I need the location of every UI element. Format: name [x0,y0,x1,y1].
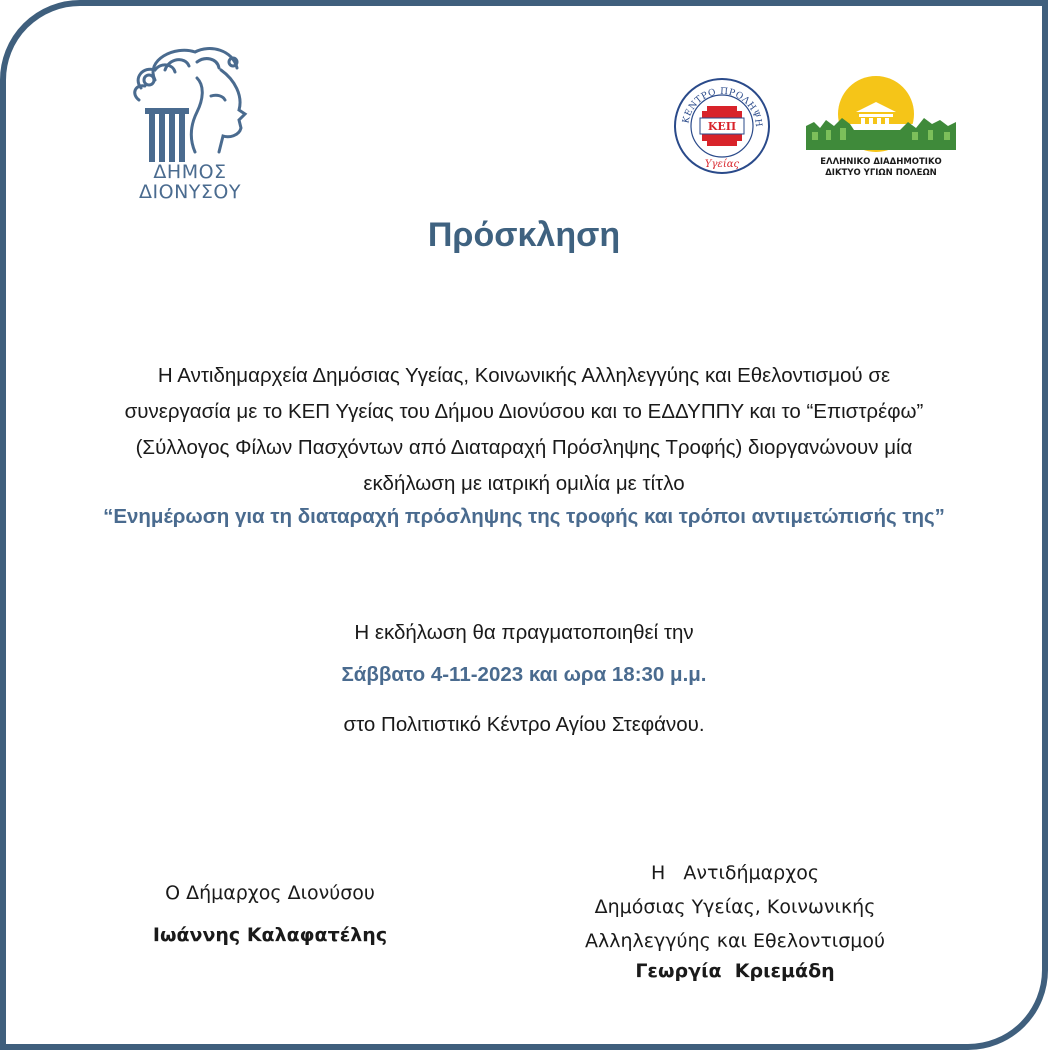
municipality-name-line1: ΔΗΜΟΣ [153,161,227,183]
municipality-logo [110,40,270,210]
deputy-role-line3: Αλληλεγγύης και Εθελοντισμού [585,930,885,952]
event-datetime: Σάββατο 4-11-2023 και ωρα 18:30 μ.μ. [341,663,707,686]
page-title: Πρόσκληση [427,216,621,254]
network-line1: ΕΛΛΗΝΙΚΟ ΔΙΑΔΗΜΟΤΙΚΟ [820,157,942,167]
kep-center-text: ΚΕΠ [707,120,737,133]
body-line-2: συνεργασία με το ΚΕΠ Υγείας του Δήμου Διονύσου και το ΕΔΔΥΠΠΥ και το “Επιστρέφω” [124,400,924,423]
talk-title: “Ενημέρωση για τη διαταραχή πρόσληψης της τροφής και τρόποι αντιμετώπισής της” [103,505,945,528]
body-line-1: Η Αντιδημαρχεία Δημόσιας Υγείας, Κοινωνικής Αλληλεγγύης και Εθελοντισμού σε [157,364,891,387]
kep-ring-text: ΚΕΝΤΡΟ ΠΡΟΛΗΨΗ [681,86,764,129]
healthy-cities-network-logo [804,74,958,180]
kep-sub-text: Υγείας [704,159,740,170]
event-details [0,618,1048,748]
healthy-cities-icon [804,74,958,180]
deputy-mayor-signature [560,856,910,984]
municipality-name-line2: ΔΙΟΝΥΣΟΥ [139,181,241,203]
mayor-signature [130,880,410,964]
deputy-name: Γεωργία Κριεμάδη [635,960,835,982]
body-line-4: εκδήλωση με ιατρική ομιλία με τίτλο [363,472,685,495]
network-line2: ΔΙΚΤΥΟ ΥΓΙΩΝ ΠΟΛΕΩΝ [825,168,937,178]
invitation-body [30,358,1018,532]
event-venue: στο Πολιτιστικό Κέντρο Αγίου Στεφάνου. [343,713,705,736]
deputy-role-line1: Η Αντιδήμαρχος [651,862,819,884]
mayor-name: Ιωάννης Καλαφατέλης [152,924,388,946]
deputy-role-line2: Δημόσιας Υγείας, Κοινωνικής [594,896,876,918]
body-line-3: (Σύλλογος Φίλων Πασχόντων από Διαταραχή Πρόσληψης Τροφής) διοργανώνουν μία [135,436,913,459]
dionysus-head-icon [125,40,255,162]
kep-health-logo [672,76,772,176]
event-intro: Η εκδήλωση θα πραγματοποιηθεί την [354,621,694,644]
kep-health-icon [672,76,772,176]
mayor-role: Ο Δήμαρχος Διονύσου [165,882,375,904]
